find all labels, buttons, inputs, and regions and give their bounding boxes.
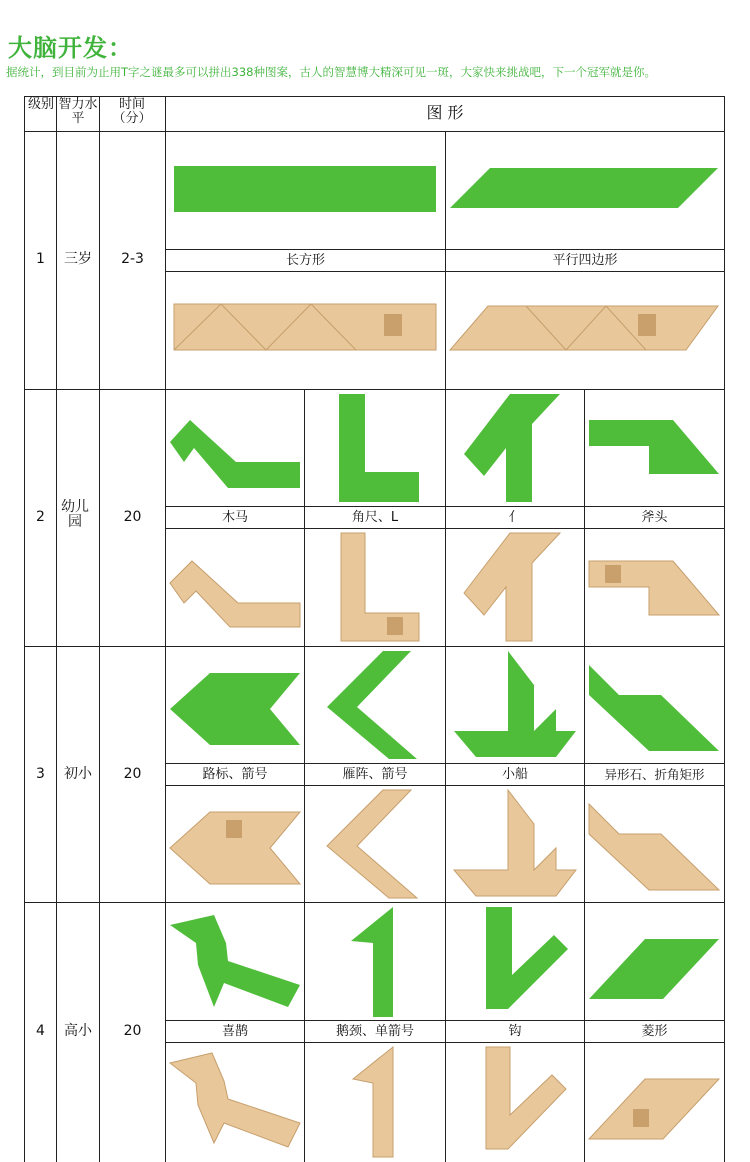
caption-magpie: 喜鹊 bbox=[221, 1024, 248, 1039]
signpost-wood bbox=[166, 786, 304, 902]
caption-horse: 木马 bbox=[221, 510, 248, 525]
header-intellect: 智力水平 bbox=[58, 97, 98, 127]
row2-time: 20 bbox=[123, 509, 142, 525]
row4-time: 20 bbox=[123, 1023, 142, 1039]
row3-time: 20 bbox=[123, 766, 142, 782]
rectangle-figure bbox=[166, 132, 445, 249]
boat-wood bbox=[446, 786, 584, 902]
person-figure bbox=[446, 390, 584, 506]
caption-geese: 雁阵、箭号 bbox=[342, 767, 408, 782]
axe-figure bbox=[585, 390, 724, 506]
caption-hook: 钩 bbox=[508, 1024, 522, 1039]
header-level: 级别 bbox=[27, 97, 54, 112]
signpost-figure bbox=[166, 647, 304, 763]
rhombus-figure bbox=[585, 903, 724, 1020]
geese-figure bbox=[305, 647, 445, 763]
caption-rectangle: 长方形 bbox=[285, 253, 325, 268]
hook-figure bbox=[446, 903, 584, 1020]
row2-level: 2 bbox=[36, 509, 45, 525]
magpie-wood bbox=[166, 1043, 304, 1160]
header-time: 时间（分） bbox=[112, 97, 152, 127]
axe-wood bbox=[585, 529, 724, 646]
parallelogram-figure bbox=[446, 132, 724, 249]
goose-neck-figure bbox=[305, 903, 445, 1020]
caption-ruler: 角尺、L bbox=[351, 510, 399, 525]
odd-stone-figure bbox=[585, 647, 724, 763]
caption-boat: 小船 bbox=[501, 767, 528, 782]
caption-goose-neck: 鹅颈、单箭号 bbox=[335, 1024, 414, 1039]
ruler-wood bbox=[305, 529, 445, 646]
row4-level: 4 bbox=[36, 1023, 45, 1039]
row3-intellect: 初小 bbox=[64, 766, 92, 782]
magpie-figure bbox=[166, 903, 304, 1020]
boat-figure bbox=[446, 647, 584, 763]
caption-odd-stone: 异形石、折角矩形 bbox=[604, 767, 705, 782]
parallelogram-wood bbox=[446, 272, 724, 389]
rhombus-wood bbox=[585, 1043, 724, 1160]
caption-rhombus: 菱形 bbox=[641, 1024, 668, 1039]
rectangle-wood bbox=[166, 272, 445, 389]
odd-stone-wood bbox=[585, 786, 724, 902]
row2-intellect: 幼儿园 bbox=[61, 499, 89, 531]
ruler-figure bbox=[305, 390, 445, 506]
geese-wood bbox=[305, 786, 445, 902]
caption-parallelogram: 平行四边形 bbox=[552, 253, 618, 268]
caption-signpost: 路标、箭号 bbox=[202, 767, 268, 782]
caption-axe: 斧头 bbox=[641, 510, 668, 525]
header-figure: 图 形 bbox=[426, 103, 464, 122]
page-subtitle: 据统计，到目前为止用T字之谜最多可以拼出338种图案，古人的智慧博大精深可见一斑，大家快来挑战吧，下一个冠军就是你。 bbox=[6, 65, 656, 79]
person-wood bbox=[446, 529, 584, 646]
row1-intellect: 三岁 bbox=[64, 251, 92, 267]
row3-level: 3 bbox=[36, 766, 45, 782]
page-title: 大脑开发： bbox=[8, 34, 133, 62]
row1-time: 2-3 bbox=[121, 251, 144, 267]
hook-wood bbox=[446, 1043, 584, 1160]
row4-intellect: 高小 bbox=[64, 1023, 92, 1039]
horse-wood bbox=[166, 529, 304, 646]
row1-level: 1 bbox=[36, 251, 45, 267]
goose-neck-wood bbox=[305, 1043, 445, 1160]
caption-person: 亻 bbox=[508, 510, 522, 525]
horse-figure bbox=[166, 390, 304, 506]
